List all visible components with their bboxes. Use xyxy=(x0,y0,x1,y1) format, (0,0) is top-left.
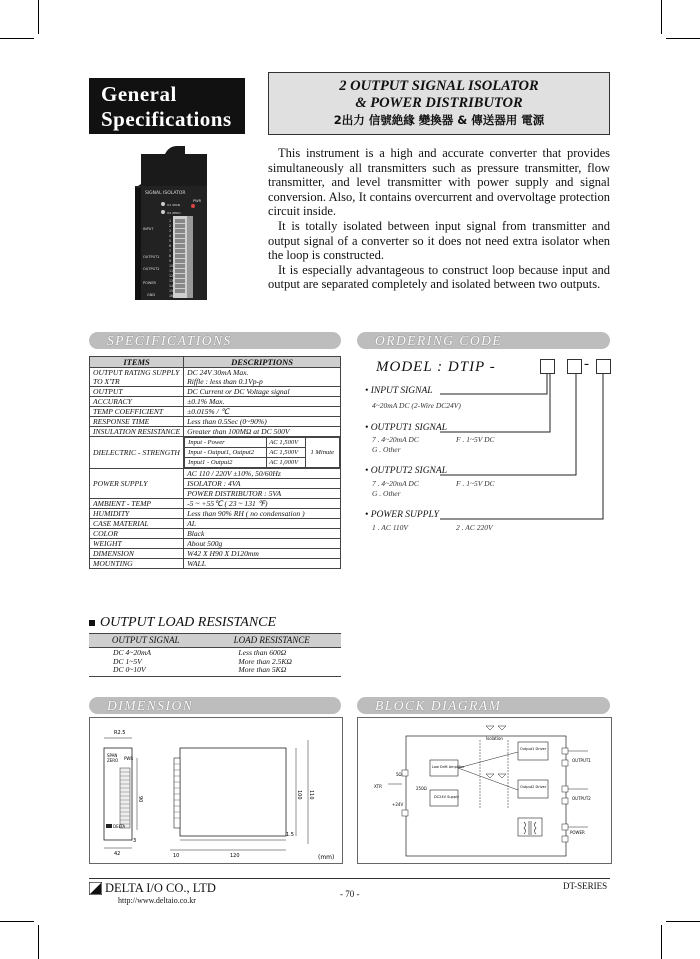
photo-o2: O2 ZERO xyxy=(167,211,181,215)
power-line: AC 110 / 220V ±10%, 50/60Hz xyxy=(184,469,340,479)
order-option: F . 1~5V DC xyxy=(456,435,495,444)
spec-desc: -5 ~ +55℃ ( 23 ~ 131 ℉) xyxy=(184,499,341,509)
dim-42: 42 xyxy=(114,851,121,857)
power-line: ISOLATOR : 4VA xyxy=(184,479,340,489)
olr-signals xyxy=(89,648,202,677)
ordering-code-header: ORDERING CODE xyxy=(357,332,610,349)
table-row xyxy=(90,417,341,427)
photo-input: INPUT xyxy=(143,227,154,231)
photo-terminal-number: 2 xyxy=(169,224,172,228)
dim-zero: ZERO xyxy=(107,758,119,763)
title-line-1: 2 OUTPUT SIGNAL ISOLATOR xyxy=(339,78,539,94)
photo-terminal-number: 11 xyxy=(169,269,174,273)
dim-r25: R2.5 xyxy=(114,730,126,736)
table-row xyxy=(90,437,341,469)
spec-desc xyxy=(184,469,341,499)
spec-item: RESPONSE TIME xyxy=(90,417,184,427)
specifications-line: Specifications xyxy=(101,107,232,131)
product-photo xyxy=(133,146,213,308)
blk-plus24: +24V xyxy=(392,802,404,807)
photo-terminal-number: 1 xyxy=(169,219,172,223)
table-row xyxy=(90,549,341,559)
company-url[interactable]: http://www.deltaio.co.kr xyxy=(118,896,196,905)
page-number: - 70 - xyxy=(340,889,360,899)
dim-span: SPAN xyxy=(107,753,118,758)
blk-o2drv: Output2 Driver xyxy=(520,785,547,789)
order-option: 7 . 4~20mA DC xyxy=(372,479,419,488)
spec-item: MOUNTING xyxy=(90,559,184,569)
photo-terminal-number: 7 xyxy=(169,249,172,253)
company-name: DELTA I/O CO., LTD xyxy=(105,881,216,895)
spec-desc xyxy=(184,437,341,469)
optocoupler-icon xyxy=(486,726,506,778)
table-row xyxy=(90,559,341,569)
code-dash: - xyxy=(584,356,589,372)
dimension-svg xyxy=(90,718,342,863)
dielectric-a: Input1 - Output2 xyxy=(185,458,267,468)
table-row xyxy=(90,519,341,529)
intro-paragraph: It is totally isolated between input signal from transmitter and output signal of a converter so it does not need extra isolator when the loop is constructed. xyxy=(268,218,610,263)
order-option: 1 . AC 110V xyxy=(372,523,408,532)
spec-desc-line: DC 24V 30mA Max. xyxy=(187,368,249,377)
spec-desc xyxy=(184,368,341,387)
crop-mark xyxy=(0,921,34,922)
table-row xyxy=(90,509,341,519)
photo-gnd: GND xyxy=(147,293,156,297)
spec-item: DIMENSION xyxy=(90,549,184,559)
crop-mark xyxy=(661,925,662,959)
photo-terminal-number: 13 xyxy=(169,279,174,283)
spec-desc: Less than 90% RH ( no condensation ) xyxy=(184,509,341,519)
photo-output1: OUTPUT1 xyxy=(143,255,160,259)
dim-10: 10 xyxy=(173,853,180,859)
title-line-3: 2出力 信號絶緣 變換器 & 傳送器用 電源 xyxy=(333,113,545,127)
photo-terminal-number: 16 xyxy=(169,294,174,298)
dimension-header: DIMENSION xyxy=(89,697,341,714)
order-option: F . 1~5V DC xyxy=(456,479,495,488)
spec-desc: ±0.015% / ℃ xyxy=(184,407,341,417)
spec-item: COLOR xyxy=(90,529,184,539)
blk-o1drv: Output1 Driver xyxy=(520,747,547,751)
table-row xyxy=(90,529,341,539)
dim-15: 1.5 xyxy=(286,832,294,838)
spec-item: OUTPUT xyxy=(90,387,184,397)
photo-terminal-number: 6 xyxy=(169,244,172,248)
blk-r250: 250Ω xyxy=(416,786,427,791)
photo-terminal-number: 3 xyxy=(169,229,172,233)
model-code: MODEL : DTIP - xyxy=(376,359,496,375)
blk-power: POWER xyxy=(570,830,585,835)
blk-out1: OUTPUT1 xyxy=(572,758,591,763)
general-line: General xyxy=(101,82,177,106)
intro-paragraph: This instrument is a high and accurate converter that provides simultaneously all transmitters such as pressure transmitter, flow transmitter, and level transmitter with power supply and signal conversion. Also, It contains overcurrent and overvoltage protection circuit inside. xyxy=(268,146,610,219)
olr-load: More than 2.5KΩ xyxy=(238,656,292,666)
spec-item: AMBIENT - TEMP xyxy=(90,499,184,509)
photo-terminal-number: 12 xyxy=(169,274,174,278)
photo-terminal-number: 4 xyxy=(169,234,172,238)
photo-terminal-number: 14 xyxy=(169,284,174,288)
photo-terminal-number: 9 xyxy=(169,259,172,263)
intro-text xyxy=(268,146,610,292)
crop-mark xyxy=(666,921,700,922)
general-specifications-label xyxy=(89,78,245,134)
dim-120: 120 xyxy=(230,853,240,859)
table-row xyxy=(90,427,341,437)
olr-signal: DC 0~10V xyxy=(113,665,146,675)
blk-dc24: DC24V Supply xyxy=(434,795,460,799)
order-option: G . Other xyxy=(372,489,401,498)
spec-item: ACCURACY xyxy=(90,397,184,407)
blk-isolation: Isolation xyxy=(486,736,503,741)
spec-desc: Black xyxy=(184,529,341,539)
olr-signal: DC 4~20mA xyxy=(113,648,152,657)
table-row xyxy=(90,387,341,397)
dielectric-a: Input - Power xyxy=(185,438,267,448)
order-input-head: • INPUT SIGNAL xyxy=(365,386,433,396)
photo-o1: O1 SPAN xyxy=(167,203,181,207)
col-output-signal: OUTPUT SIGNAL xyxy=(89,634,202,648)
table-row xyxy=(90,499,341,509)
spec-item: DIELECTRIC - STRENGTH xyxy=(90,437,184,469)
dimension-drawing xyxy=(89,717,343,864)
spec-item: HUMIDITY xyxy=(90,509,184,519)
dim-100: 100 xyxy=(296,790,302,800)
specifications-header: SPECIFICATIONS xyxy=(89,332,341,349)
title-line-2: & POWER DISTRIBUTOR xyxy=(355,95,523,111)
spec-item: TEMP COEFFICIENT xyxy=(90,407,184,417)
dim-3: 3 xyxy=(133,838,137,844)
footer-rule xyxy=(89,878,610,879)
output-load-table xyxy=(89,633,341,677)
photo-terminal-number: 15 xyxy=(169,289,174,293)
dielectric-b: AC 1,500V xyxy=(267,448,305,458)
output-load-title: OUTPUT LOAD RESISTANCE xyxy=(100,615,277,630)
photo-output2: OUTPUT2 xyxy=(143,267,160,271)
series-label: DT-SERIES xyxy=(563,881,608,891)
olr-load: More than 5KΩ xyxy=(238,665,287,675)
crop-mark xyxy=(38,925,39,959)
dim-unit: (mm) xyxy=(318,854,335,861)
dim-pwr: PWR xyxy=(124,756,134,761)
table-row xyxy=(90,469,341,499)
spec-item: WEIGHT xyxy=(90,539,184,549)
order-option: 2 . AC 220V xyxy=(456,523,493,532)
product-title xyxy=(268,72,610,135)
photo-terminal-number: 10 xyxy=(169,264,174,268)
olr-signal: DC 1~5V xyxy=(113,656,142,666)
olr-loads xyxy=(202,648,341,677)
blk-lowdrift: Low Drift Amplifier xyxy=(432,765,465,769)
dim-90: 90 xyxy=(137,796,143,803)
spec-desc: Greater than 100MΩ at DC 500V xyxy=(184,427,341,437)
order-option: 7 . 4~20mA DC xyxy=(372,435,419,444)
dielectric-duration: 1 Minute xyxy=(305,438,340,468)
table-row xyxy=(89,648,341,677)
crop-mark xyxy=(38,0,39,34)
spec-desc: About 500g xyxy=(184,539,341,549)
photo-pwr: PWR xyxy=(193,199,202,203)
order-power-head: • POWER SUPPLY xyxy=(365,510,439,520)
spec-desc: DC Current or DC Voltage signal xyxy=(184,387,341,397)
block-diagram xyxy=(357,717,612,864)
delta-logo-icon xyxy=(89,882,102,895)
ordering-lines xyxy=(440,372,615,522)
photo-terminal-number: 8 xyxy=(169,254,172,258)
crop-mark xyxy=(0,38,34,39)
table-row xyxy=(90,397,341,407)
block-svg xyxy=(358,718,611,863)
dim-delta: DELTA xyxy=(113,824,126,829)
table-row xyxy=(90,407,341,417)
spec-item: INSULATION RESISTANCE xyxy=(90,427,184,437)
intro-paragraph: It is especially advantageous to construct loop because input and output are separated completely and isolated between two outputs. xyxy=(268,262,610,292)
spec-desc: WALL xyxy=(184,559,341,569)
table-row xyxy=(90,539,341,549)
spec-desc: AL xyxy=(184,519,341,529)
block-diagram-header: BLOCK DIAGRAM xyxy=(357,697,610,714)
olr-load: Less than 600Ω xyxy=(238,648,287,657)
photo-label-top: SIGNAL ISOLATOR xyxy=(145,191,186,196)
dielectric-a: Input - Output1, Output2 xyxy=(185,448,267,458)
crop-mark xyxy=(666,38,700,39)
col-items: ITEMS xyxy=(90,357,184,368)
spec-desc: Less than 0.5Sec (0~90%) xyxy=(184,417,341,427)
spec-desc: W42 X H90 X D120mm xyxy=(184,549,341,559)
spec-item: CASE MATERIAL xyxy=(90,519,184,529)
spec-desc-line: Riffle : less than 0.1Vp-p xyxy=(187,377,263,386)
dielectric-subtable xyxy=(184,437,340,468)
square-bullet-icon xyxy=(89,620,95,626)
spec-item: POWER SUPPLY xyxy=(90,469,184,499)
photo-terminal-number: 5 xyxy=(169,239,172,243)
spec-desc: ±0.1% Max. xyxy=(184,397,341,407)
power-line: POWER DISTRIBUTOR : 5VA xyxy=(187,489,282,498)
order-option: G . Other xyxy=(372,445,401,454)
order-output2-head: • OUTPUT2 SIGNAL xyxy=(365,466,447,476)
dielectric-b: AC 1,500V xyxy=(267,438,305,448)
blk-r5: 5Ω xyxy=(396,772,402,777)
table-row xyxy=(90,368,341,387)
photo-power: POWER xyxy=(143,281,156,285)
blk-xtr: XTR xyxy=(374,784,382,789)
order-output1-head: • OUTPUT1 SIGNAL xyxy=(365,423,447,433)
col-load-resistance: LOAD RESISTANCE xyxy=(202,634,341,648)
dielectric-b: AC 1,000V xyxy=(267,458,305,468)
spec-item: OUTPUT RATING SUPPLY TO X'TR xyxy=(90,368,184,387)
col-descriptions: DESCRIPTIONS xyxy=(184,357,341,368)
order-option: 4~20mA DC (2-Wire DC24V) xyxy=(372,401,461,410)
specifications-table xyxy=(89,356,341,569)
blk-out2: OUTPUT2 xyxy=(572,796,591,801)
dim-110: 110 xyxy=(308,790,314,800)
crop-mark xyxy=(661,0,662,34)
